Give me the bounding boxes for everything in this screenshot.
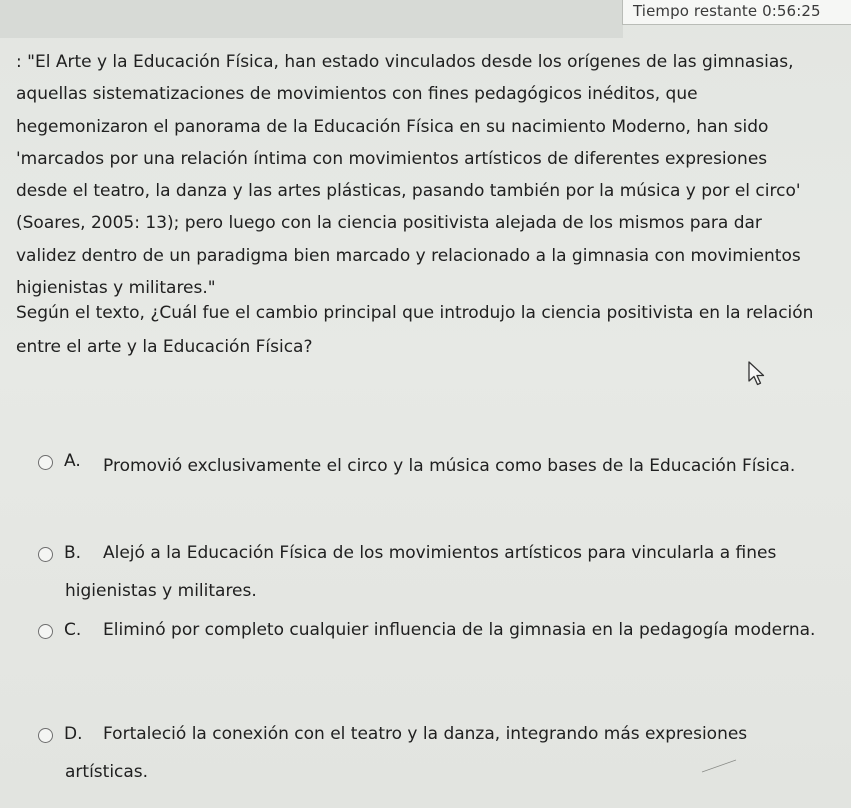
option-text — [103, 611, 815, 649]
passage-line: : "El Arte y la Educación Física, han estado vinculados desde los orígenes de las gimnasias, — [16, 52, 794, 72]
timer-label: Tiempo restante 0:56:25 — [633, 2, 821, 20]
option-line: Promovió exclusivamente el circo y la música como bases de la Educación Física. — [103, 456, 796, 476]
reading-passage — [16, 46, 841, 304]
passage-line: desde el teatro, la danza y las artes plásticas, pasando también por la música y por el circo' — [16, 181, 801, 202]
option-letter: B. — [64, 543, 82, 563]
question-prompt — [16, 296, 841, 364]
option-line: higienistas y militares. — [65, 581, 257, 601]
passage-line: aquellas sistematizaciones de movimientos con fines pedagógicos inéditos, que — [16, 84, 698, 105]
passage-line: higienistas y militares." — [16, 278, 216, 299]
option-line: artísticas. — [65, 762, 149, 782]
pen-mark — [700, 758, 740, 774]
option-letter: A. — [64, 451, 81, 471]
radio-button-a[interactable] — [38, 455, 53, 470]
option-text — [65, 715, 748, 791]
passage-line: 'marcados por una relación íntima con movimientos artísticos de diferentes expresiones — [16, 148, 768, 169]
radio-button-d[interactable] — [38, 728, 53, 743]
passage-line: validez dentro de un paradigma bien marcado y relacionado a la gimnasia con movimientos — [16, 245, 801, 266]
option-letter: C. — [64, 620, 82, 640]
radio-button-c[interactable] — [38, 624, 53, 639]
timer-bar — [622, 0, 851, 25]
option-letter: D. — [64, 724, 83, 744]
question-line: entre el arte y la Educación Física? — [16, 337, 313, 357]
option-line: Fortaleció la conexión con el teatro y la danza, integrando más expresiones — [103, 724, 748, 744]
passage-line: (Soares, 2005: 13); pero luego con la ciencia positivista alejada de los mismos para dar — [16, 213, 762, 234]
option-text — [65, 534, 777, 610]
option-line: Alejó a la Educación Física de los movimientos artísticos para vincularla a fines — [103, 543, 777, 563]
option-text — [103, 447, 795, 485]
question-line: Según el texto, ¿Cuál fue el cambio principal que introdujo la ciencia positivista en la relación — [16, 303, 814, 323]
top-strip — [0, 0, 623, 38]
passage-line: hegemonizaron el panorama de la Educación Física en su nacimiento Moderno, han sido — [16, 116, 769, 137]
radio-button-b[interactable] — [38, 547, 53, 562]
option-line: Eliminó por completo cualquier influencia de la gimnasia en la pedagogía moderna. — [103, 620, 816, 640]
mouse-pointer-icon — [747, 361, 767, 387]
